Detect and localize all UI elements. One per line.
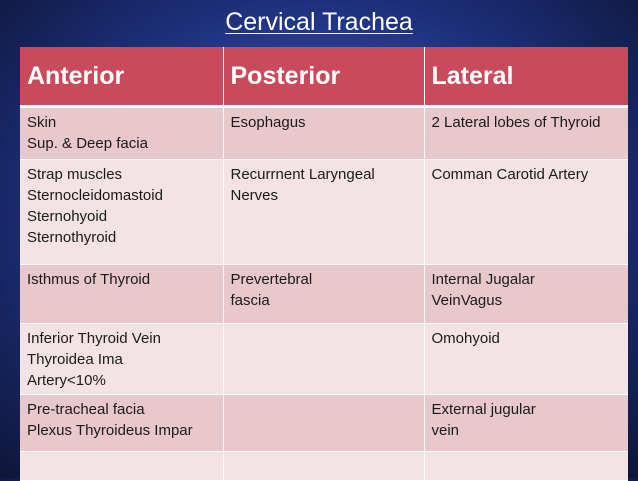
cell-anterior xyxy=(20,452,223,481)
cell-lateral: 2 Lateral lobes of Thyroid xyxy=(424,107,628,160)
table-row xyxy=(20,107,628,160)
cell-lateral: External jugular vein xyxy=(424,395,628,452)
header-posterior: Posterior xyxy=(223,47,424,107)
header-row xyxy=(20,47,628,107)
cell-lateral: Omohyoid xyxy=(424,324,628,395)
header-anterior: Anterior xyxy=(20,47,223,107)
cell-posterior: Prevertebral fascia xyxy=(223,265,424,324)
slide-title: Cervical Trachea xyxy=(225,8,413,36)
cell-posterior xyxy=(223,452,424,481)
anatomy-table xyxy=(20,47,628,481)
table-row xyxy=(20,160,628,265)
cell-anterior: Skin Sup. & Deep facia xyxy=(20,107,223,160)
cell-lateral: Comman Carotid Artery xyxy=(424,160,628,265)
cell-posterior: Esophagus xyxy=(223,107,424,160)
cell-anterior: Strap muscles Sternocleidomastoid Sternohyoid Sternothyroid xyxy=(20,160,223,265)
header-lateral: Lateral xyxy=(424,47,628,107)
cell-anterior: Pre-tracheal facia Plexus Thyroideus Impar xyxy=(20,395,223,452)
cell-lateral xyxy=(424,452,628,481)
table-row xyxy=(20,265,628,324)
table-row xyxy=(20,324,628,395)
table-row xyxy=(20,395,628,452)
cell-anterior: Isthmus of Thyroid xyxy=(20,265,223,324)
cell-posterior xyxy=(223,324,424,395)
cell-lateral: Internal Jugalar VeinVagus xyxy=(424,265,628,324)
cell-posterior: Recurrnent Laryngeal Nerves xyxy=(223,160,424,265)
cell-anterior: Inferior Thyroid Vein Thyroidea Ima Artery<10% xyxy=(20,324,223,395)
cell-posterior xyxy=(223,395,424,452)
table-row xyxy=(20,452,628,481)
